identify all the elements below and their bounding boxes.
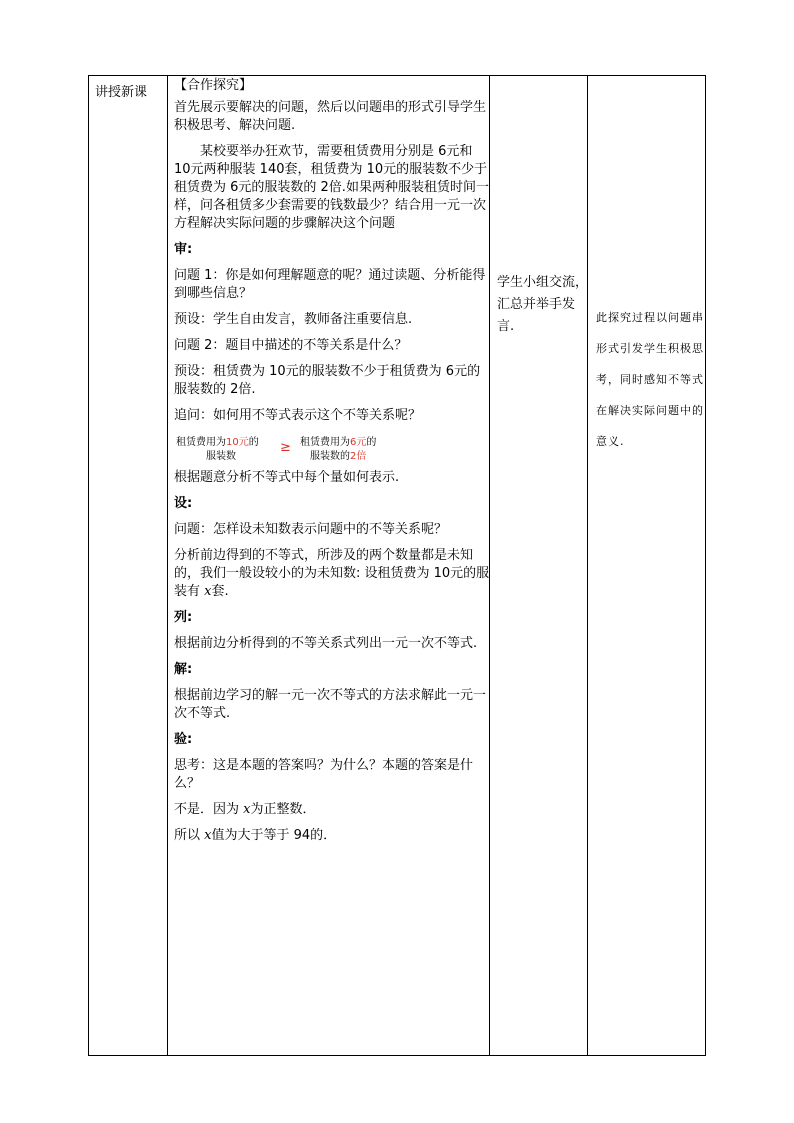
analyze-text: 根据题意分析不等式中每个量如何表示. [174, 470, 400, 485]
step-lie: 列: [174, 610, 193, 625]
follow-up-question: 追问：如何用不等式表示这个不等关系呢？ [174, 408, 422, 423]
intro-text: 首先展示要解决的问题，然后以问题串的形式引导学生积极思考、解决问题. [174, 100, 487, 133]
relation-right-line1: 租赁费用为6元的 [300, 437, 377, 448]
step-yan: 验: [174, 732, 193, 747]
step-she: 设: [174, 496, 193, 511]
relation-left-line1: 租赁费用为10元的 [176, 437, 259, 448]
lesson-table [88, 75, 706, 1056]
relation-right-line2: 服装数的2倍 [310, 451, 367, 462]
inequality-relation-figure [174, 433, 492, 465]
step-shen: 审: [174, 242, 193, 257]
jie-text: 根据前边学习的解一元一次不等式的方法求解此一元一次不等式. [174, 688, 487, 721]
problem-text: 某校要举办狂欢节，需要租赁费用分别是 6元和 10元两种服装 140套，租赁费为 10元的服装数不少于租赁费为 6元的服装数的 2倍.如果两种服装租赁时间一样，问各租赁多少套需要的钱数最少？结合用一元一次方程解决实际问题的步骤解决这个问题 [174, 144, 489, 231]
column-divider [167, 76, 168, 1055]
column-divider [587, 76, 588, 1055]
section-heading: 【合作探究】 [174, 78, 253, 93]
think-text: 思考：这是本题的答案吗？为什么？本题的答案是什么？ [174, 758, 474, 791]
greater-equal-sign: ≥ [280, 440, 291, 455]
set-variable-text: 分析前边得到的不等式，所涉及的两个数量都是未知的，我们一般设较小的为未知数: 设租赁费为 10元的服装有 x套. [174, 548, 490, 599]
answer-not: 不是．因为 x为正整数． [174, 802, 316, 817]
row-label: 讲授新课 [95, 85, 148, 100]
answer-so: 所以 x值为大于等于 94的． [174, 828, 337, 843]
design-intent: 此探究过程以问题串形式引发学生积极思考，同时感知不等式在解决实际问题中的意义. [596, 311, 704, 448]
preset-1: 预设：学生自由发言，教师备注重要信息. [174, 312, 413, 327]
student-activity: 学生小组交流，汇总并举手发言. [497, 275, 589, 334]
lie-text: 根据前边分析得到的不等关系式列出一元一次不等式. [174, 636, 478, 651]
teaching-content [174, 77, 492, 853]
question-2: 问题 2：题目中描述的不等关系是什么？ [174, 338, 408, 353]
preset-2: 预设：租赁费为 10元的服装数不少于租赁费为 6元的服装数的 2倍. [174, 364, 481, 397]
step-jie: 解: [174, 662, 193, 677]
relation-left-line2: 服装数 [206, 451, 236, 462]
question-3: 问题：怎样设未知数表示问题中的不等关系呢？ [174, 522, 448, 537]
question-1: 问题 1：你是如何理解题意的呢？通过读题、分析能得到哪些信息？ [174, 268, 486, 301]
